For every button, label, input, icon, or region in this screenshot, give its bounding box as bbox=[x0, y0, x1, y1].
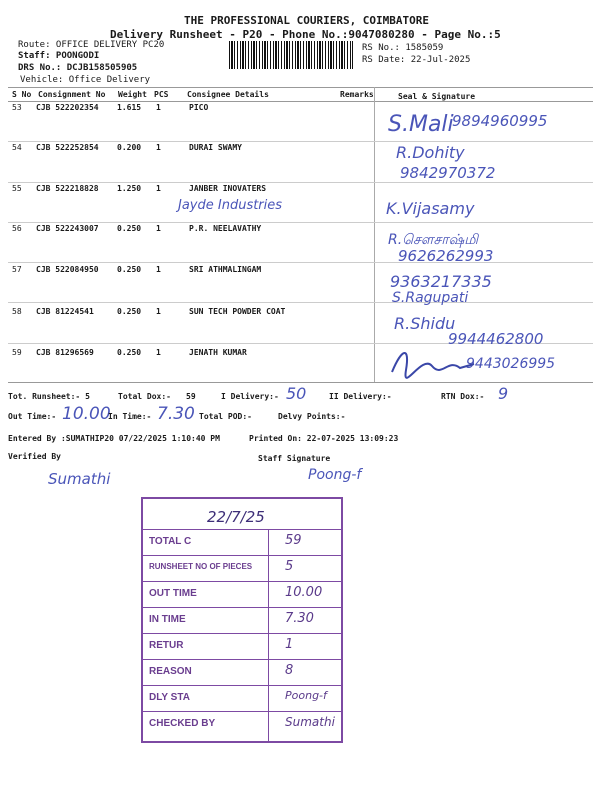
stamp-out-time-value: 10.00 bbox=[285, 585, 323, 600]
table-row-cn: CJB 522252854 bbox=[36, 143, 99, 152]
table-row-pcs: 1 bbox=[156, 184, 161, 193]
stamp-total-label: TOTAL C bbox=[149, 536, 192, 547]
rs-number: RS No.: 1585059 bbox=[362, 43, 444, 53]
stamp-reason-value: 8 bbox=[285, 663, 294, 678]
runsheet-title: Delivery Runsheet - P20 - Phone No.:9047080280 - Page No.:5 bbox=[110, 28, 501, 41]
i-delivery-value: 50 bbox=[286, 384, 307, 403]
handwritten-phone: 9894960995 bbox=[452, 112, 548, 130]
handwritten-phone: 9443026995 bbox=[466, 356, 556, 372]
drs-number: DRS No.: DCJB158505905 bbox=[18, 63, 138, 73]
handwritten-signature: S.Ragupati bbox=[392, 290, 469, 306]
barcode bbox=[229, 41, 353, 69]
col-consignee: Consignee Details bbox=[187, 90, 269, 99]
table-row-sno: 58 bbox=[12, 307, 22, 316]
table-row-wt: 0.250 bbox=[117, 265, 142, 274]
handwritten-signature: R.Dohity bbox=[396, 143, 465, 162]
delivery-stamp bbox=[141, 497, 343, 743]
col-pcs: PCS bbox=[154, 90, 169, 99]
stamp-out-time-label: OUT TIME bbox=[149, 588, 197, 599]
printed-on: Printed On: 22-07-2025 13:09:23 bbox=[249, 434, 399, 443]
signature-scribble-icon bbox=[388, 340, 478, 380]
stamp-reason-label: REASON bbox=[149, 666, 192, 677]
total-dox-label: Total Dox:- bbox=[118, 392, 171, 401]
table-row-cn: CJB 522243007 bbox=[36, 224, 99, 233]
table-row-cn: CJB 522202354 bbox=[36, 103, 99, 112]
table-row-sno: 57 bbox=[12, 265, 22, 274]
table-row-sno: 54 bbox=[12, 143, 22, 152]
out-time-value: 10.00 bbox=[62, 404, 111, 424]
route: Route: OFFICE DELIVERY PC20 bbox=[18, 40, 165, 50]
col-weight: Weight bbox=[118, 90, 147, 99]
table-row-wt: 1.250 bbox=[117, 184, 142, 193]
stamp-in-time-value: 7.30 bbox=[285, 611, 314, 626]
col-consignment: Consignment No bbox=[38, 90, 106, 99]
total-dox-value: 59 bbox=[186, 392, 196, 401]
table-row-wt: 0.200 bbox=[117, 143, 142, 152]
staff-signature: Poong-f bbox=[308, 467, 362, 483]
staff-signature-label: Staff Signature bbox=[258, 454, 331, 463]
table-row-name: SRI ATHMALINGAM bbox=[189, 265, 262, 274]
table-row-wt: 0.250 bbox=[117, 348, 142, 357]
table-row-pcs: 1 bbox=[156, 348, 161, 357]
stamp-checked-by-value: Sumathi bbox=[285, 715, 335, 729]
ii-delivery-label: II Delivery:- bbox=[329, 392, 392, 401]
entered-by: Entered By :SUMATHIP20 07/22/2025 1:10:40 PM bbox=[8, 434, 220, 443]
staff: Staff: POONGODI bbox=[18, 51, 100, 61]
vehicle: Vehicle: Office Delivery bbox=[20, 75, 151, 85]
table-row-sno: 56 bbox=[12, 224, 22, 233]
delvy-points-label: Delvy Points:- bbox=[278, 412, 346, 421]
stamp-in-time-label: IN TIME bbox=[149, 614, 186, 625]
table-row-wt: 0.250 bbox=[117, 307, 142, 316]
handwritten-phone: 9944462800 bbox=[448, 330, 544, 348]
table-row-pcs: 1 bbox=[156, 307, 161, 316]
stamp-checked-by-label: CHECKED BY bbox=[149, 718, 216, 729]
in-time-value: 7.30 bbox=[157, 404, 195, 424]
table-row-wt: 1.615 bbox=[117, 103, 142, 112]
stamp-runsheet-label: RUNSHEET NO OF PIECES bbox=[149, 562, 253, 571]
total-pod-label: Total POD:- bbox=[199, 412, 252, 421]
handwritten-phone: 9842970372 bbox=[400, 164, 496, 182]
stamp-total-value: 59 bbox=[285, 533, 302, 548]
handwritten-signature: S.Mali bbox=[388, 112, 454, 137]
table-row-name: JANBER INOVATERS bbox=[189, 184, 267, 193]
table-row-name: JENATH KUMAR bbox=[189, 348, 247, 357]
table-row-sno: 59 bbox=[12, 348, 22, 357]
stamp-dly-status-value: Poong-f bbox=[285, 689, 327, 702]
out-time-label: Out Time:- bbox=[8, 412, 57, 421]
table-row-name: SUN TECH POWDER COAT bbox=[189, 307, 286, 316]
table-row-sno: 53 bbox=[12, 103, 22, 112]
stamp-return-value: 1 bbox=[285, 637, 294, 652]
col-signature: Seal & Signature bbox=[398, 92, 476, 101]
table-row-pcs: 1 bbox=[156, 265, 161, 274]
table-row-pcs: 1 bbox=[156, 103, 161, 112]
table-row-wt: 0.250 bbox=[117, 224, 142, 233]
stamp-runsheet-value: 5 bbox=[285, 559, 294, 574]
table-row-cn: CJB 81296569 bbox=[36, 348, 94, 357]
i-delivery-label: I Delivery:- bbox=[221, 392, 279, 401]
verified-by-label: Verified By bbox=[8, 452, 61, 461]
handwritten-consignee-note: Jayde Industries bbox=[178, 198, 283, 213]
col-sno: S No bbox=[12, 90, 32, 99]
rs-date: RS Date: 22-Jul-2025 bbox=[362, 55, 471, 65]
handwritten-phone: 9363217335 bbox=[390, 272, 492, 291]
table-row-name: P.R. NEELAVATHY bbox=[189, 224, 262, 233]
col-remarks: Remarks bbox=[340, 90, 374, 99]
tot-runsheet: Tot. Runsheet:- 5 bbox=[8, 392, 90, 401]
handwritten-signature: R.Shidu bbox=[394, 314, 456, 333]
stamp-return-label: RETUR bbox=[149, 640, 184, 651]
table-row-pcs: 1 bbox=[156, 224, 161, 233]
company-name: THE PROFESSIONAL COURIERS, COIMBATORE bbox=[184, 14, 430, 27]
stamp-dly-status-label: DLY STA bbox=[149, 692, 190, 703]
handwritten-signature: R.சௌசாஷ்மி bbox=[388, 232, 478, 248]
verified-by-signature: Sumathi bbox=[48, 470, 111, 488]
table-row-pcs: 1 bbox=[156, 143, 161, 152]
in-time-label: In Time:- bbox=[108, 412, 152, 421]
handwritten-signature: K.Vijasamy bbox=[386, 199, 475, 218]
table-row-name: PICO bbox=[189, 103, 209, 112]
stamp-date: 22/7/25 bbox=[207, 508, 265, 526]
table-row-sno: 55 bbox=[12, 184, 22, 193]
rtn-dox-label: RTN Dox:- bbox=[441, 392, 485, 401]
table-row-cn: CJB 81224541 bbox=[36, 307, 94, 316]
rtn-dox-value: 9 bbox=[498, 384, 509, 403]
table-row-name: DURAI SWAMY bbox=[189, 143, 242, 152]
handwritten-phone: 9626262993 bbox=[398, 247, 494, 265]
table-row-cn: CJB 522084950 bbox=[36, 265, 99, 274]
table-row-cn: CJB 522218828 bbox=[36, 184, 99, 193]
